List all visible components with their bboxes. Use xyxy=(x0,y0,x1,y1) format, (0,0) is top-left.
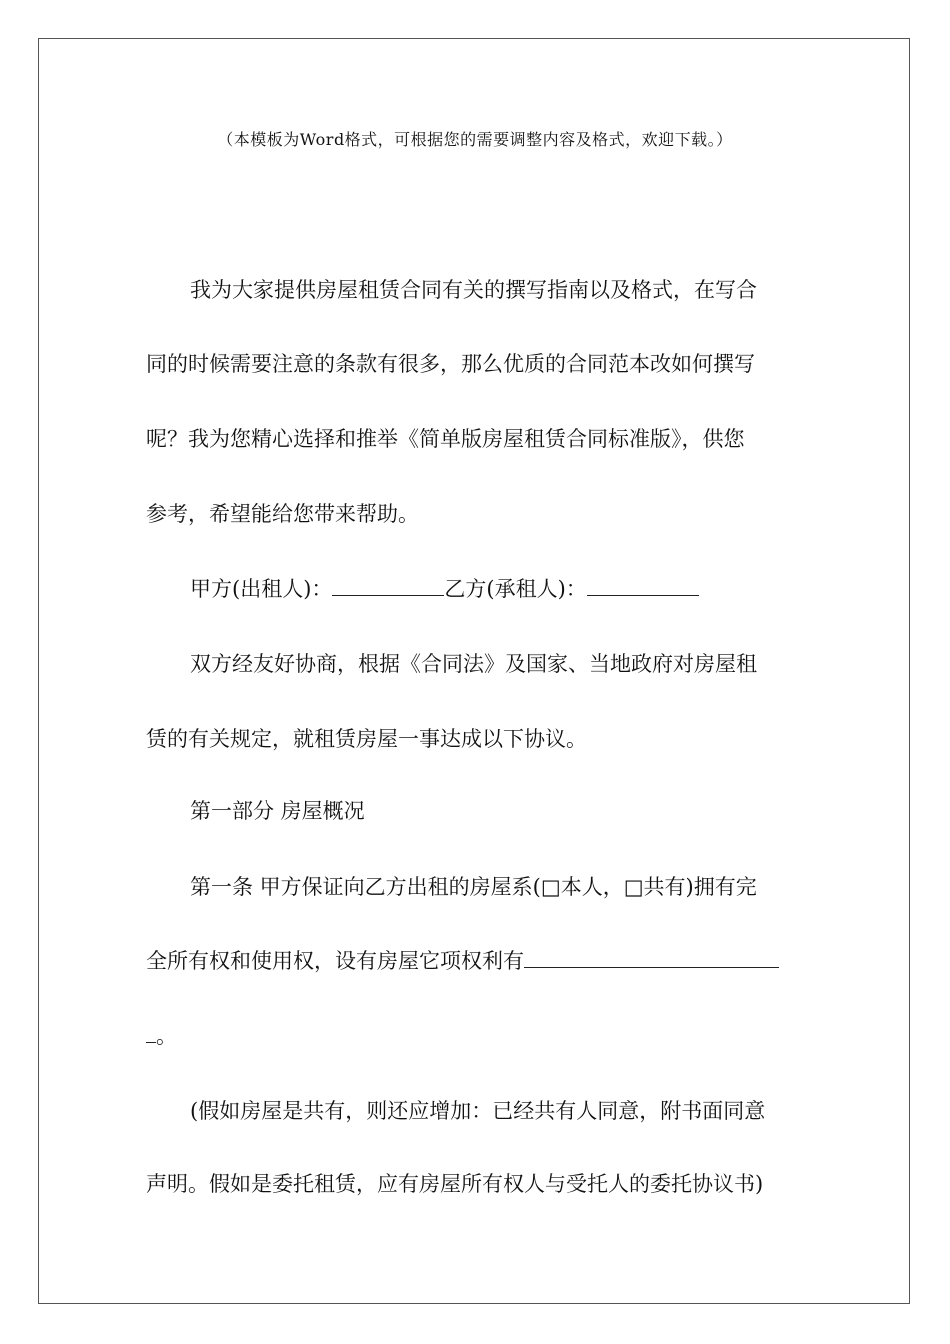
party-b-blank xyxy=(587,577,699,596)
part-one-heading: 第一部分 房屋概况 xyxy=(190,799,365,823)
note-paragraph-line-2: 声明。假如是委托租赁，应有房屋所有权人与受托人的委托协议书) xyxy=(146,1172,764,1196)
other-rights-blank xyxy=(524,949,779,968)
intro-paragraph-line-2: 同的时候需要注意的条款有很多，那么优质的合同范本改如何撰写 xyxy=(146,352,755,376)
agreement-paragraph-line-1: 双方经友好协商，根据《合同法》及国家、当地政府对房屋租 xyxy=(190,652,757,676)
article-one-line-2-text: 全所有权和使用权，设有房屋它项权利有 xyxy=(146,949,524,973)
party-b-label: 乙方(承租人)： xyxy=(444,577,587,601)
template-notice: （本模板为Word格式，可根据您的需要调整内容及格式，欢迎下载。） xyxy=(217,130,733,149)
intro-paragraph-line-3: 呢？我为您精心选择和推举《简单版房屋租赁合同标准版》，供您 xyxy=(146,427,745,451)
intro-paragraph-line-1: 我为大家提供房屋租赁合同有关的撰写指南以及格式，在写合 xyxy=(190,278,757,302)
note-paragraph-line-1: (假如房屋是共有，则还应增加：已经共有人同意，附书面同意 xyxy=(190,1099,766,1123)
other-rights-blank-continuation xyxy=(146,1024,156,1043)
party-a-blank xyxy=(332,577,444,596)
article-one-line-1: 第一条 甲方保证向乙方出租的房屋系(□本人，□共有)拥有完 xyxy=(190,875,757,899)
party-a-label: 甲方(出租人)： xyxy=(190,577,333,601)
article-one-line-3-end: 。 xyxy=(156,1024,177,1048)
parties-line xyxy=(190,575,699,603)
intro-paragraph-line-4: 参考，希望能给您带来帮助。 xyxy=(146,502,419,526)
agreement-paragraph-line-2: 赁的有关规定，就租赁房屋一事达成以下协议。 xyxy=(146,727,587,751)
article-one-line-3 xyxy=(146,1022,177,1050)
article-one-line-2 xyxy=(146,947,779,975)
